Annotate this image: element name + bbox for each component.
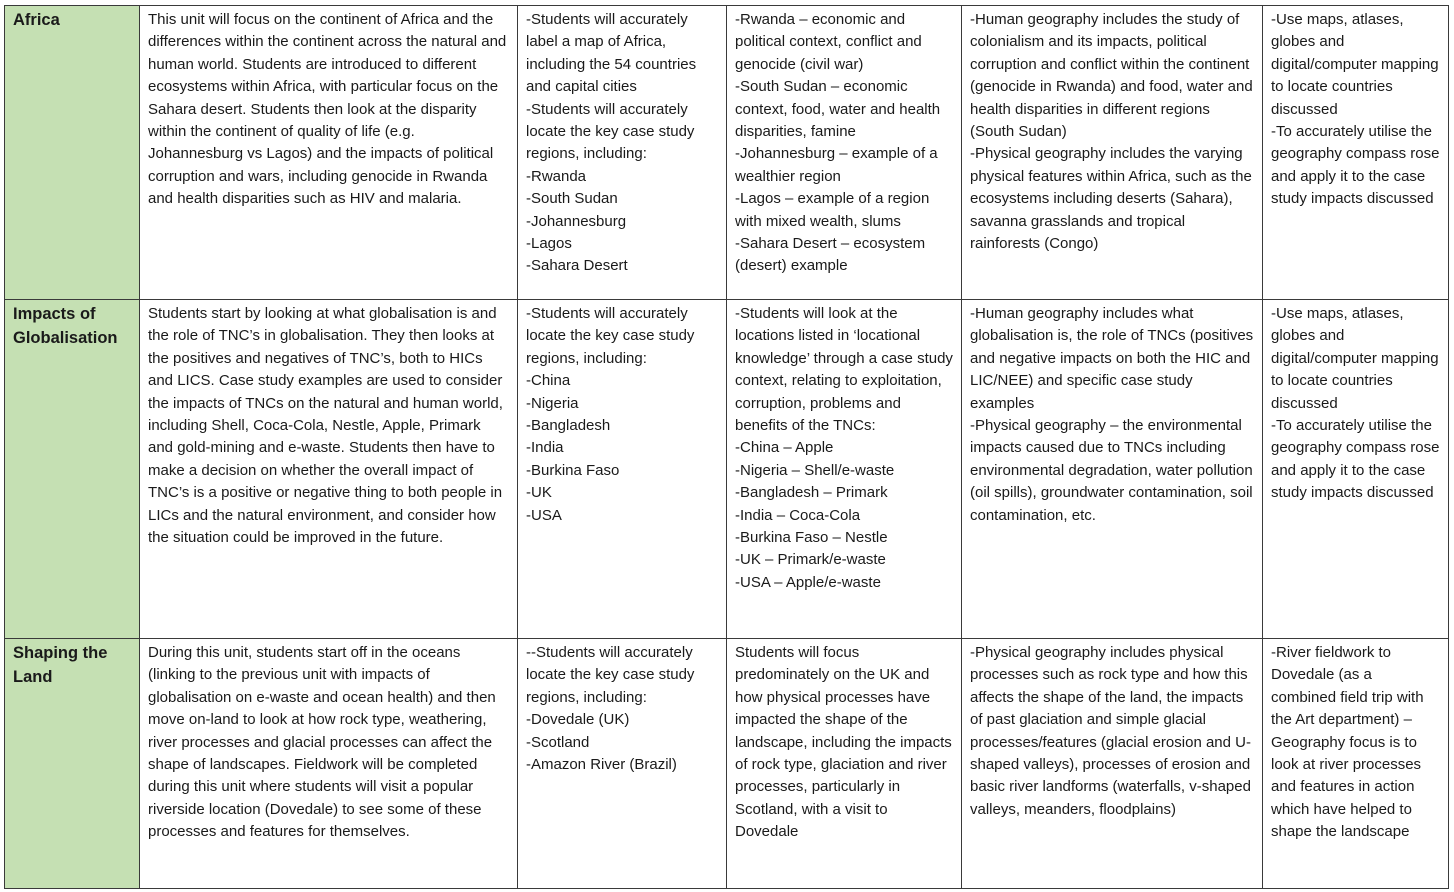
list-item: -South Sudan – economic context, food, water and health disparities, famine bbox=[735, 78, 941, 141]
list-item: -Johannesburg bbox=[526, 212, 627, 230]
list-item: -Physical geography includes the varying physical features within Africa, such as the ecosystems including deserts (Sahara), savanna grasslands and tropical rainforests (Congo) bbox=[970, 145, 1252, 253]
unit-title: Impacts of Globalisation bbox=[5, 300, 140, 639]
list-item: -South Sudan bbox=[526, 190, 618, 208]
list-item: -Human geography includes the study of colonialism and its impacts, political corruption and conflict within the continent (genocide in Rwanda) and food, water and health disparities in different regions (South Sudan) bbox=[970, 11, 1253, 141]
list-item: -Students will accurately locate the key case study regions, including: bbox=[526, 305, 695, 367]
list-item: -To accurately utilise the geography compass rose and apply it to the case study impacts discussed bbox=[1271, 123, 1440, 208]
list-item: -USA bbox=[526, 506, 562, 524]
list-item: -Sahara Desert bbox=[526, 257, 628, 275]
unit-title: Shaping the Land bbox=[5, 639, 140, 889]
list-item: -Johannesburg – example of a wealthier region bbox=[735, 145, 938, 185]
locational-knowledge bbox=[518, 300, 727, 639]
human-physical-geography bbox=[962, 300, 1263, 639]
place-knowledge bbox=[727, 6, 962, 300]
list-item: Students will focus predominately on the UK and how physical processes have impacted the shape of the landscape, including the impacts of rock type, glaciation and river processes, particularly in Scotland, with a visit to Dovedale bbox=[735, 644, 952, 841]
list-item: -Lagos bbox=[526, 235, 572, 253]
list-item: -Bangladesh bbox=[526, 417, 611, 435]
list-item: -UK bbox=[526, 484, 552, 502]
list-item: -Students will look at the locations listed in ‘locational knowledge’ through a case study context, relating to exploitation, corruption, problems and benefits of the TNCs: bbox=[735, 305, 953, 435]
geographical-skills bbox=[1263, 639, 1449, 889]
list-item: -India – Coca-Cola bbox=[735, 506, 861, 524]
list-item: -Nigeria – Shell/e-waste bbox=[735, 461, 895, 479]
list-item: -Burkina Faso bbox=[526, 461, 620, 479]
list-item: -Students will accurately label a map of Africa, including the 54 countries and capital cities bbox=[526, 11, 697, 96]
list-item: -Sahara Desert – ecosystem (desert) example bbox=[735, 235, 926, 275]
list-item: -China bbox=[526, 372, 571, 390]
list-item: -Human geography includes what globalisation is, the role of TNCs (positives and negative impacts on both the HIC and LIC/NEE) and specific case study examples bbox=[970, 305, 1254, 412]
list-item: -Scotland bbox=[526, 733, 590, 751]
list-item: -Students will accurately locate the key case study regions, including: bbox=[526, 100, 695, 163]
human-physical-geography bbox=[962, 6, 1263, 300]
geographical-skills bbox=[1263, 300, 1449, 639]
unit-overview: Students start by looking at what globalisation is and the role of TNC’s in globalisation. They then looks at the positives and negatives of TNC’s, both to HICs and LICS. Case study examples are used to consider the impacts of TNCs on the natural and human world, including Shell, Coca-Cola, Nestle, Apple, Primark and gold-mining and e-waste. Students then have to make a decision on whether the overall impact of TNC’s is a positive or negative thing to both people in LICs and the natural environment, and consider how the situation could be improved in the future. bbox=[140, 300, 518, 639]
table-row-shaping-land bbox=[5, 639, 1449, 889]
list-item: -Nigeria bbox=[526, 394, 579, 412]
list-item: -China – Apple bbox=[735, 439, 834, 457]
locational-knowledge bbox=[518, 639, 727, 889]
locational-knowledge bbox=[518, 6, 727, 300]
geographical-skills bbox=[1263, 6, 1449, 300]
list-item: -UK – Primark/e-waste bbox=[735, 551, 886, 569]
unit-overview: This unit will focus on the continent of Africa and the differences within the continent across the natural and human world. Students are introduced to different ecosystems within Africa, with particular focus on the Sahara desert. Students then look at the disparity within the continent of quality of life (e.g. Johannesburg vs Lagos) and the impacts of political corruption and wars, including genocide in Rwanda and health disparities such as HIV and malaria. bbox=[140, 6, 518, 300]
list-item: --Students will accurately locate the key case study regions, including: bbox=[526, 644, 695, 706]
list-item: -India bbox=[526, 439, 564, 457]
curriculum-table bbox=[4, 5, 1449, 889]
list-item: -Dovedale (UK) bbox=[526, 711, 630, 729]
unit-overview: During this unit, students start off in the oceans (linking to the previous unit with impacts of globalisation on e-waste and ocean health) and then move on-land to look at how rock type, weathering, river processes and glacial processes can affect the shape of landscapes. Fieldwork will be completed during this unit where students will visit a popular riverside location (Dovedale) to see some of these processes and features for themselves. bbox=[140, 639, 518, 889]
list-item: -Bangladesh – Primark bbox=[735, 484, 888, 502]
list-item: -Physical geography includes physical processes such as rock type and how this affects the shape of the land, the impacts of past glaciation and simple glacial processes/features (glacial erosion and U-shaped valleys), processes of erosion and basic river landforms (waterfalls, v-shaped valleys, meanders, floodplains) bbox=[970, 644, 1251, 818]
list-item: -Amazon River (Brazil) bbox=[526, 756, 677, 774]
place-knowledge bbox=[727, 300, 962, 639]
list-item: -Lagos – example of a region with mixed wealth, slums bbox=[735, 190, 930, 230]
list-item: -Use maps, atlases, globes and digital/computer mapping to locate countries discussed bbox=[1271, 305, 1439, 412]
list-item: -Rwanda – economic and political context, conflict and genocide (civil war) bbox=[735, 11, 922, 73]
list-item: -Physical geography – the environmental impacts caused due to TNCs including environmental degradation, water pollution (oil spills), groundwater contamination, soil contamination, etc. bbox=[970, 417, 1253, 524]
list-item: -To accurately utilise the geography compass rose and apply it to the case study impacts discussed bbox=[1271, 417, 1440, 502]
list-item: -USA – Apple/e-waste bbox=[735, 573, 881, 591]
list-item: -Burkina Faso – Nestle bbox=[735, 529, 888, 547]
list-item: -Rwanda bbox=[526, 167, 587, 185]
list-item: -River fieldwork to Dovedale (as a combined field trip with the Art department) – Geography focus is to look at river processes and features in action which have helped to shape the landscape bbox=[1271, 644, 1424, 841]
human-physical-geography bbox=[962, 639, 1263, 889]
place-knowledge bbox=[727, 639, 962, 889]
unit-title: Africa bbox=[5, 6, 140, 300]
table-row-africa bbox=[5, 6, 1449, 300]
list-item: -Use maps, atlases, globes and digital/computer mapping to locate countries discussed bbox=[1271, 11, 1439, 118]
table-row-globalisation bbox=[5, 300, 1449, 639]
